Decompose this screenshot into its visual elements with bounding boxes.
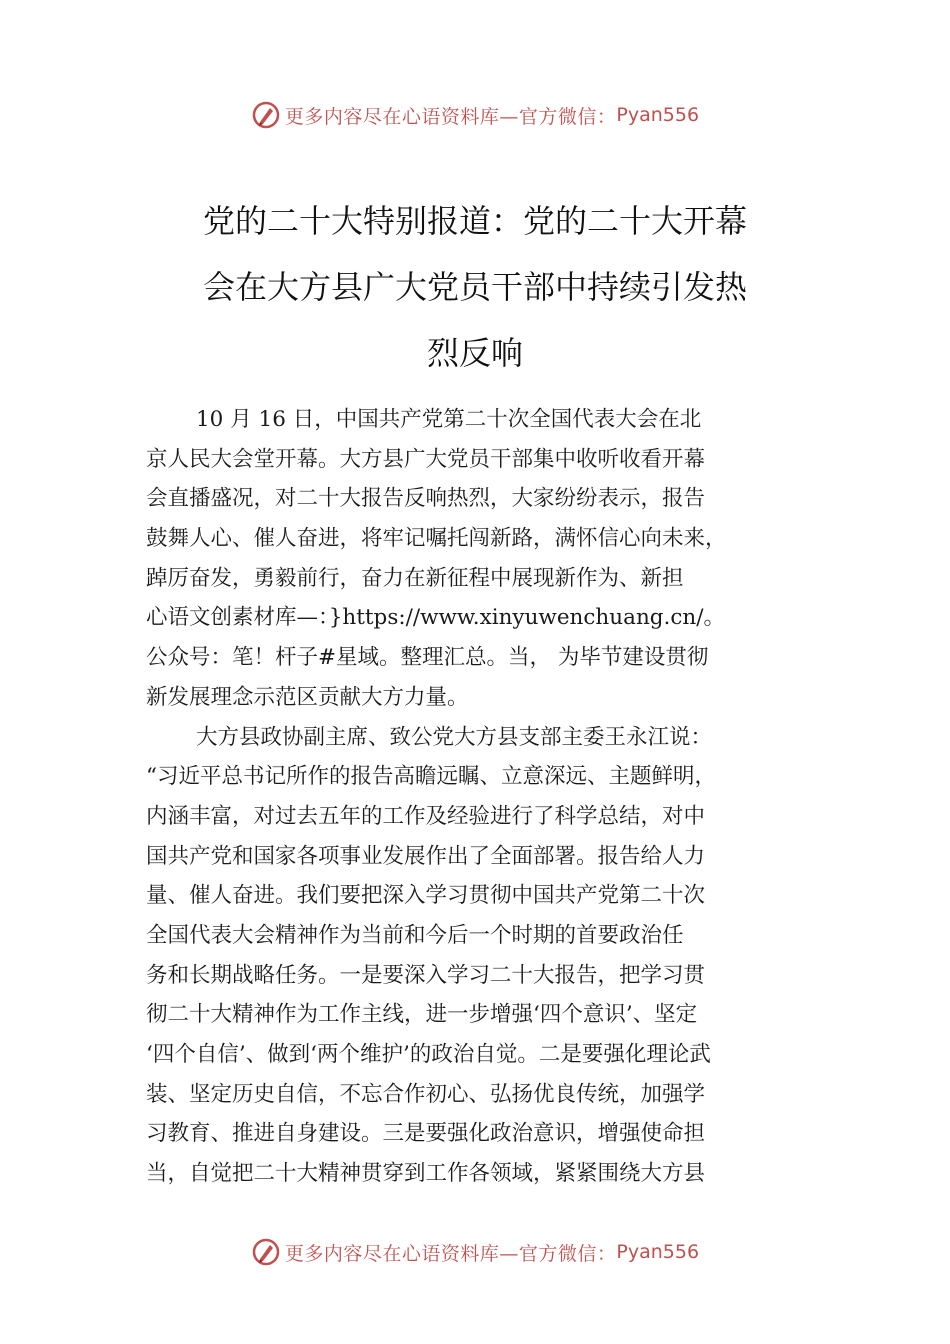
body-line: 彻二十大精神作为工作主线，进一步增强‘四个意识’、坚定 — [146, 1002, 698, 1028]
footer-banner — [0, 1232, 950, 1272]
body-line: 全国代表大会精神作为当前和今后一个时期的首要政治任 — [146, 922, 684, 948]
body-line: 国共产党和国家各项事业发展作出了全面部署。报告给人力 — [146, 843, 706, 869]
body-line: 公众号：笔！杆子#星域。整理汇总。当， 为毕节建设贯彻 — [146, 645, 709, 671]
banner-text: 更多内容尽在心语资料库—官方微信： — [284, 1242, 617, 1265]
document-title — [150, 188, 800, 386]
body-line: 心语文创素材库—：}https://www.xinyuwenchuang.cn/。 — [146, 605, 726, 631]
body-line: ‘四个自信’、做到‘两个维护’的政治自觉。二是要强化理论武 — [146, 1042, 711, 1067]
body-line: 10 月 16 日，中国共产党第二十次全国代表大会在北 — [196, 407, 702, 432]
body-line: “习近平总书记所作的报告高瞻远瞩、立意深远、主题鲜明， — [146, 764, 716, 790]
body-line: 习教育、推进自身建设。三是要强化政治意识，增强使命担 — [146, 1121, 706, 1147]
body-line: 京人民大会堂开幕。大方县广大党员干部集中收听收看开幕 — [146, 446, 706, 472]
banner-wechat-id: Pyan556 — [616, 104, 700, 126]
title-line: 烈反响 — [426, 334, 523, 372]
body-line: 当，自觉把二十大精神贯穿到工作各领域，紧紧围绕大方县 — [146, 1161, 706, 1187]
document-body — [146, 400, 806, 1194]
body-line: 新发展理念示范区贡献大方力量。 — [146, 684, 469, 710]
body-line: 量、催人奋进。我们要把深入学习贯彻中国共产党第二十次 — [146, 883, 706, 909]
pen-logo-icon — [251, 100, 281, 130]
title-line: 党的二十大特别报道：党的二十大开幕 — [202, 202, 747, 240]
body-line: 内涵丰富，对过去五年的工作及经验进行了科学总结，对中 — [146, 803, 706, 829]
body-line: 大方县政协副主席、致公党大方县支部主委王永江说： — [196, 724, 713, 750]
body-line: 鼓舞人心、催人奋进，将牢记嘱托闯新路，满怀信心向未来， — [146, 526, 727, 552]
title-line: 会在大方县广大党员干部中持续引发热 — [202, 268, 747, 306]
pen-logo-icon — [251, 1237, 281, 1267]
banner-text: 更多内容尽在心语资料库—官方微信： — [284, 105, 617, 128]
body-line: 务和长期战略任务。一是要深入学习二十大报告，把学习贯 — [146, 962, 706, 988]
body-line: 装、坚定历史自信，不忘合作初心、弘扬优良传统，加强学 — [146, 1081, 706, 1107]
body-line: 会直播盛况，对二十大报告反响热烈，大家纷纷表示，报告 — [146, 486, 706, 512]
header-banner — [0, 95, 950, 135]
banner-wechat-id: Pyan556 — [616, 1241, 700, 1263]
body-line: 踔厉奋发，勇毅前行，奋力在新征程中展现新作为、新担 — [146, 565, 684, 591]
